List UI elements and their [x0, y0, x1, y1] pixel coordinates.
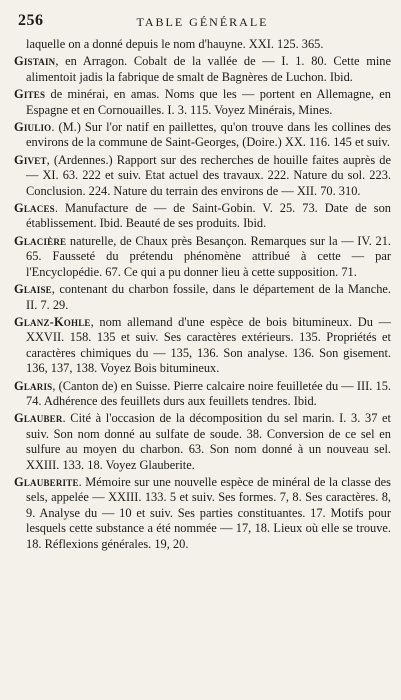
entry-text: de minérai, en amas. Noms que les — portent en Allemagne, en Espagne et en Cornouailles. I. 3. 115. Voyez Minérais, Mines. [26, 87, 391, 117]
index-entry-gites [14, 87, 391, 118]
entry-text: , en Arragon. Cobalt de la vallée de — I. 1. 80. Cette mine alimentoit jadis la fabrique de smalt de Bagnères de Luchon. Ibid. [26, 54, 391, 84]
entry-text: . Mémoire sur une nouvelle espèce de minéral de la classe des sels, appelée — XXIII. 133. 5 et suiv. Ses formes. 7, 8. Ses caractères. 8, 9. Analyse du — 10 et suiv. Ses parties constituantes. 17. Motifs pour lesquels cette substance a été nommée — 17, 18. Lieux où elle se trouve. 18. Réflexions générales. 19, 20. [26, 474, 391, 551]
entry-headword: Gites [14, 87, 46, 102]
entry-headword: Giulio [14, 120, 52, 135]
entry-headword: Glauber [14, 411, 63, 426]
index-entry-glaris [14, 379, 391, 410]
entry-headword: Glacière [14, 233, 67, 248]
page-header [14, 14, 391, 34]
entry-text: laquelle on a donné depuis le nom d'hauyne. XXI. 125. 365. [26, 37, 324, 51]
entry-headword: Glaise [14, 282, 52, 297]
entry-text: , nom allemand d'une espèce de bois bitumineux. Du — XXVII. 158. 135 et suiv. Ses caractères extérieurs. 135. Propriétés et caractères chimiques du — 135, 136. Son analyse. 136. Son gisement. 136, 137, 138. Voyez Bois bitumineux. [26, 314, 391, 376]
index-entry-continuation [14, 37, 391, 52]
index-entries [14, 37, 391, 552]
entry-text: . Cité à l'occasion de la décomposition du sel marin. I. 3. 37 et suiv. Son nom donné au sulfate de soude. 38. Conversion de ce sel en sulfure au moyen du charbon. 63. Son nom donné à un nouveau sel. XXIII. 133. 18. Voyez Glauberite. [26, 411, 391, 472]
index-entry-givet [14, 153, 391, 199]
index-entry-glaces [14, 201, 391, 232]
entry-text: naturelle, de Chaux près Besançon. Remarques sur la — IV. 21. 65. Fausseté du prétendu phénomène attribué à cette — par l'Encyclopédie. 67. Ce qui a pu donner lieu à cette supposition. 71. [26, 233, 391, 279]
entry-headword: Givet [14, 152, 47, 167]
index-entry-glauber [14, 411, 391, 473]
entry-text: . (M.) Sur l'or natif en paillettes, qu'on trouve dans les collines des environs de la commune de Saint-Georges, (Doire.) XX. 116. 145 et suiv. [26, 120, 391, 150]
entry-text: , contenant du charbon fossile, dans le département de la Manche. II. 7. 29. [26, 282, 391, 312]
entry-headword: Glaris [14, 378, 53, 393]
entry-headword: Glauberite [14, 474, 79, 489]
entry-headword: Glaces [14, 201, 55, 216]
index-entry-gistain [14, 54, 391, 85]
index-entry-glaise [14, 282, 391, 313]
entry-text: , (Ardennes.) Rapport sur des recherches de houille faites auprès de — XI. 63. 222 et suiv. Etat actuel des travaux. 222. Nature du sol. 223. Conclusion. 224. Nature du terrain des environs de — XII. 70. 310. [26, 152, 391, 198]
entry-headword: Gistain [14, 54, 56, 69]
page-number: 256 [18, 12, 44, 29]
running-title: TABLE GÉNÉRALE [136, 15, 269, 29]
index-entry-glauberite [14, 475, 391, 552]
index-entry-giulio [14, 120, 391, 151]
index-entry-glanz-kohle [14, 315, 391, 377]
entry-text: , (Canton de) en Suisse. Pierre calcaire noire feuilletée du — III. 15. 74. Adhérence des feuillets durs aux feuillets tendres. Ibid. [26, 378, 391, 408]
index-entry-glaciere [14, 234, 391, 280]
entry-text: . Manufacture de — de Saint-Gobin. V. 25. 73. Date de son établissement. Ibid. Beauté de ses produits. Ibid. [26, 201, 391, 231]
entry-headword: Glanz-Kohle [14, 314, 91, 329]
